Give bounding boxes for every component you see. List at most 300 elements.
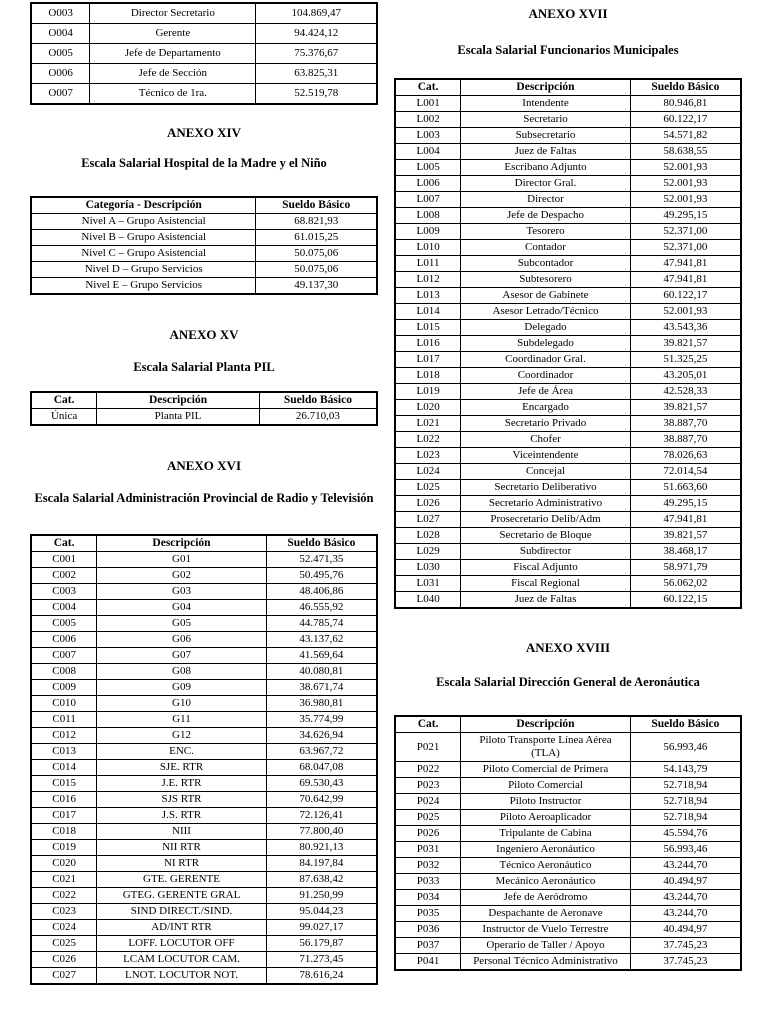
- table-cell: Fiscal Adjunto: [461, 560, 631, 576]
- table-cell: 87.638,42: [266, 872, 377, 888]
- header-row: [395, 79, 741, 96]
- table-row: [395, 954, 741, 971]
- table-cell: P034: [395, 890, 461, 906]
- table-cell: 37.745,23: [630, 938, 741, 954]
- table-cell: L013: [395, 288, 461, 304]
- table-row: [395, 480, 741, 496]
- table-cell: 36.980,81: [266, 696, 377, 712]
- table-row: [31, 840, 377, 856]
- table-cell: C025: [31, 936, 97, 952]
- table-cell: 70.642,99: [266, 792, 377, 808]
- table-row: [395, 496, 741, 512]
- table-row: [31, 920, 377, 936]
- table-cell: 72.126,41: [266, 808, 377, 824]
- table-cell: C022: [31, 888, 97, 904]
- table-cell: O004: [31, 24, 90, 44]
- table-cell: Subtesorero: [461, 272, 631, 288]
- table-cell: 37.745,23: [630, 954, 741, 971]
- table-cell: C024: [31, 920, 97, 936]
- table-row: [31, 64, 377, 84]
- table-cell: 52.001,93: [630, 176, 741, 192]
- table-cell: C007: [31, 648, 97, 664]
- table-cell: 38.887,70: [630, 416, 741, 432]
- table-cell: 56.062,02: [630, 576, 741, 592]
- table-cell: C005: [31, 616, 97, 632]
- table-cell: 68.047,08: [266, 760, 377, 776]
- table-cell: G11: [97, 712, 267, 728]
- anexo-xv-title: Escala Salarial Planta PIL: [133, 360, 275, 374]
- table-cell: SIND DIRECT./SIND.: [97, 904, 267, 920]
- table-cell: Piloto Instructor: [461, 794, 631, 810]
- table-cell: 39.821,57: [630, 528, 741, 544]
- table-cell: L028: [395, 528, 461, 544]
- table-cell: 52.001,93: [630, 304, 741, 320]
- table-cell: 51.663,60: [630, 480, 741, 496]
- table-cell: C011: [31, 712, 97, 728]
- table-cell: 47.941,81: [630, 272, 741, 288]
- table-cell: 78.026,63: [630, 448, 741, 464]
- table-cell: P024: [395, 794, 461, 810]
- table-cell: Secretario: [461, 112, 631, 128]
- table-cell: C006: [31, 632, 97, 648]
- table-row: [31, 409, 377, 426]
- table-cell: G08: [97, 664, 267, 680]
- table-cell: C001: [31, 552, 97, 568]
- table-cell: Delegado: [461, 320, 631, 336]
- column-header: Categoría - Descripción: [31, 197, 256, 214]
- table-row: [395, 112, 741, 128]
- table-cell: P021: [395, 733, 461, 762]
- table-cell: NIII: [97, 824, 267, 840]
- table-cell: Técnico Aeronáutico: [461, 858, 631, 874]
- header-row: [395, 716, 741, 733]
- table-cell: 43.205,01: [630, 368, 741, 384]
- table-cell: 50.075,06: [256, 262, 377, 278]
- table-row: [31, 792, 377, 808]
- table-row: [31, 246, 377, 262]
- table-cell: C023: [31, 904, 97, 920]
- table-cell: Encargado: [461, 400, 631, 416]
- table-row: [395, 560, 741, 576]
- table-cell: 38.887,70: [630, 432, 741, 448]
- table-row: [395, 160, 741, 176]
- table-cell: C013: [31, 744, 97, 760]
- table-cell: 38.468,17: [630, 544, 741, 560]
- table-cell: 47.941,81: [630, 512, 741, 528]
- table-cell: Secretario Privado: [461, 416, 631, 432]
- table-cell: C016: [31, 792, 97, 808]
- table-cell: L006: [395, 176, 461, 192]
- table-cell: 43.137,62: [266, 632, 377, 648]
- table-cell: G06: [97, 632, 267, 648]
- table-cell: P023: [395, 778, 461, 794]
- table-cell: 52.001,93: [630, 160, 741, 176]
- table-cell: C017: [31, 808, 97, 824]
- table-cell: L018: [395, 368, 461, 384]
- table-cell: P031: [395, 842, 461, 858]
- table-cell: L014: [395, 304, 461, 320]
- table-cell: G01: [97, 552, 267, 568]
- column-header: Cat.: [395, 79, 461, 96]
- table-cell: 44.785,74: [266, 616, 377, 632]
- continuation-salary-table: [30, 2, 378, 105]
- table-cell: P035: [395, 906, 461, 922]
- table-cell: 40.494,97: [630, 874, 741, 890]
- table-cell: L012: [395, 272, 461, 288]
- table-cell: 50.495,76: [266, 568, 377, 584]
- table-cell: 58.971,79: [630, 560, 741, 576]
- table-cell: 52.519,78: [256, 84, 377, 105]
- column-header: Descripción: [97, 392, 260, 409]
- table-cell: G04: [97, 600, 267, 616]
- table-row: [31, 84, 377, 105]
- table-cell: 50.075,06: [256, 246, 377, 262]
- anexo-xvi-heading: ANEXO XVI: [166, 458, 242, 473]
- table-row: [395, 368, 741, 384]
- table-cell: Jefe de Sección: [90, 64, 256, 84]
- table-cell: 58.638,55: [630, 144, 741, 160]
- table-row: [395, 224, 741, 240]
- table-cell: 60.122,15: [630, 592, 741, 609]
- table-cell: 52.718,94: [630, 810, 741, 826]
- table-cell: 54.571,82: [630, 128, 741, 144]
- table-cell: L026: [395, 496, 461, 512]
- table-cell: 43.244,70: [630, 858, 741, 874]
- table-cell: L023: [395, 448, 461, 464]
- table-cell: Director Secretario: [90, 3, 256, 24]
- table-row: [31, 278, 377, 295]
- column-header: Sueldo Básico: [259, 392, 377, 409]
- header-row: [31, 535, 377, 552]
- table-row: [395, 272, 741, 288]
- table-cell: 56.179,87: [266, 936, 377, 952]
- table-cell: 43.543,36: [630, 320, 741, 336]
- table-cell: C010: [31, 696, 97, 712]
- table-row: [31, 760, 377, 776]
- table-row: [31, 904, 377, 920]
- table-cell: 56.993,46: [630, 733, 741, 762]
- anexo-xv-heading: ANEXO XV: [169, 327, 239, 342]
- table-cell: P032: [395, 858, 461, 874]
- table-cell: 38.671,74: [266, 680, 377, 696]
- table-cell: Personal Técnico Administrativo: [461, 954, 631, 971]
- table-cell: Asesor Letrado/Técnico: [461, 304, 631, 320]
- table-row: [395, 336, 741, 352]
- table-cell: 77.800,40: [266, 824, 377, 840]
- column-header: Cat.: [31, 535, 97, 552]
- table-cell: 60.122,17: [630, 288, 741, 304]
- table-cell: Nivel A – Grupo Asistencial: [31, 214, 256, 230]
- table-cell: 91.250,99: [266, 888, 377, 904]
- table-cell: Piloto Comercial de Primera: [461, 762, 631, 778]
- table-row: [31, 600, 377, 616]
- table-cell: Coordinador: [461, 368, 631, 384]
- table-cell: P025: [395, 810, 461, 826]
- table-cell: 41.569,64: [266, 648, 377, 664]
- table-cell: Única: [31, 409, 97, 426]
- table-cell: LCAM LOCUTOR CAM.: [97, 952, 267, 968]
- table-cell: O003: [31, 3, 90, 24]
- table-cell: L015: [395, 320, 461, 336]
- anexo-xvii-salary-table: [394, 78, 742, 609]
- table-row: [31, 680, 377, 696]
- column-header: Cat.: [395, 716, 461, 733]
- table-cell: NI RTR: [97, 856, 267, 872]
- table-cell: 61.015,25: [256, 230, 377, 246]
- table-row: [395, 778, 741, 794]
- table-cell: Ingeniero Aeronáutico: [461, 842, 631, 858]
- table-cell: L002: [395, 112, 461, 128]
- table-row: [31, 808, 377, 824]
- header-row: [31, 392, 377, 409]
- table-cell: 104.869,47: [256, 3, 377, 24]
- table-cell: Fiscal Regional: [461, 576, 631, 592]
- table-row: [31, 3, 377, 24]
- table-row: [31, 44, 377, 64]
- table-row: [31, 262, 377, 278]
- table-row: [31, 728, 377, 744]
- table-cell: 52.001,93: [630, 192, 741, 208]
- table-cell: L009: [395, 224, 461, 240]
- table-row: [395, 288, 741, 304]
- table-cell: G10: [97, 696, 267, 712]
- table-cell: L031: [395, 576, 461, 592]
- table-cell: C021: [31, 872, 97, 888]
- table-cell: O005: [31, 44, 90, 64]
- table-cell: Prosecretario Delib/Adm: [461, 512, 631, 528]
- table-row: [395, 256, 741, 272]
- table-cell: Nivel C – Grupo Asistencial: [31, 246, 256, 262]
- table-cell: 46.555,92: [266, 600, 377, 616]
- table-row: [31, 968, 377, 985]
- table-cell: Nivel D – Grupo Servicios: [31, 262, 256, 278]
- table-row: [31, 214, 377, 230]
- column-header: Descripción: [461, 716, 631, 733]
- table-row: [395, 733, 741, 762]
- table-cell: Contador: [461, 240, 631, 256]
- table-cell: 39.821,57: [630, 336, 741, 352]
- table-row: [395, 922, 741, 938]
- table-cell: L025: [395, 480, 461, 496]
- column-header: Descripción: [461, 79, 631, 96]
- table-row: [395, 544, 741, 560]
- table-cell: L029: [395, 544, 461, 560]
- table-row: [395, 576, 741, 592]
- table-cell: L004: [395, 144, 461, 160]
- table-row: [395, 794, 741, 810]
- table-row: [395, 96, 741, 112]
- table-cell: Piloto Aeroaplicador: [461, 810, 631, 826]
- table-row: [395, 826, 741, 842]
- anexo-xvii-title: Escala Salarial Funcionarios Municipales: [457, 43, 679, 57]
- table-cell: Subdelegado: [461, 336, 631, 352]
- table-cell: Viceintendente: [461, 448, 631, 464]
- table-cell: Jefe de Departamento: [90, 44, 256, 64]
- table-cell: L020: [395, 400, 461, 416]
- anexo-xiv-title: Escala Salarial Hospital de la Madre y el Niño: [81, 156, 327, 170]
- table-cell: Jefe de Área: [461, 384, 631, 400]
- table-cell: 80.946,81: [630, 96, 741, 112]
- table-cell: 26.710,03: [259, 409, 377, 426]
- table-cell: L007: [395, 192, 461, 208]
- table-cell: 94.424,12: [256, 24, 377, 44]
- table-cell: G07: [97, 648, 267, 664]
- table-cell: 71.273,45: [266, 952, 377, 968]
- table-cell: Concejal: [461, 464, 631, 480]
- column-header: Descripción: [97, 535, 267, 552]
- table-cell: 68.821,93: [256, 214, 377, 230]
- anexo-xviii-heading: ANEXO XVIII: [525, 640, 611, 655]
- table-cell: 56.993,46: [630, 842, 741, 858]
- table-cell: 51.325,25: [630, 352, 741, 368]
- table-cell: G03: [97, 584, 267, 600]
- table-row: [395, 128, 741, 144]
- table-row: [31, 952, 377, 968]
- table-cell: 39.821,57: [630, 400, 741, 416]
- table-cell: ENC.: [97, 744, 267, 760]
- column-header: Sueldo Básico: [266, 535, 377, 552]
- table-row: [31, 616, 377, 632]
- table-cell: L011: [395, 256, 461, 272]
- table-cell: Chofer: [461, 432, 631, 448]
- table-cell: 34.626,94: [266, 728, 377, 744]
- column-header: Cat.: [31, 392, 97, 409]
- table-row: [395, 890, 741, 906]
- table-cell: Nivel E – Grupo Servicios: [31, 278, 256, 295]
- table-row: [31, 712, 377, 728]
- table-row: [395, 176, 741, 192]
- anexo-xiv-salary-table: [30, 196, 378, 295]
- table-cell: AD/INT RTR: [97, 920, 267, 936]
- anexo-xvi-salary-table: [30, 534, 378, 985]
- table-cell: 52.371,00: [630, 224, 741, 240]
- table-cell: Secretario Administrativo: [461, 496, 631, 512]
- table-row: [395, 810, 741, 826]
- table-cell: C018: [31, 824, 97, 840]
- table-cell: Intendente: [461, 96, 631, 112]
- table-row: [395, 842, 741, 858]
- table-cell: L005: [395, 160, 461, 176]
- table-row: [395, 144, 741, 160]
- table-cell: L022: [395, 432, 461, 448]
- column-header: Sueldo Básico: [630, 79, 741, 96]
- table-cell: Subcontador: [461, 256, 631, 272]
- anexo-xv-salary-table: [30, 391, 378, 426]
- table-row: [31, 552, 377, 568]
- table-row: [395, 874, 741, 890]
- table-row: [395, 448, 741, 464]
- table-row: [395, 762, 741, 778]
- table-cell: 63.825,31: [256, 64, 377, 84]
- table-cell: 52.718,94: [630, 778, 741, 794]
- table-cell: G02: [97, 568, 267, 584]
- table-row: [31, 664, 377, 680]
- table-cell: L021: [395, 416, 461, 432]
- table-cell: L010: [395, 240, 461, 256]
- table-cell: Subsecretario: [461, 128, 631, 144]
- table-cell: P041: [395, 954, 461, 971]
- anexo-xvii-heading: ANEXO XVII: [528, 6, 608, 21]
- table-cell: Tripulante de Cabina: [461, 826, 631, 842]
- table-cell: Secretario de Bloque: [461, 528, 631, 544]
- table-cell: 35.774,99: [266, 712, 377, 728]
- anexo-xiv-heading: ANEXO XIV: [166, 125, 242, 140]
- anexo-xviii-salary-table: [394, 715, 742, 971]
- table-cell: 49.295,15: [630, 496, 741, 512]
- table-cell: P036: [395, 922, 461, 938]
- table-cell: C014: [31, 760, 97, 776]
- table-cell: 43.244,70: [630, 890, 741, 906]
- table-cell: Tesorero: [461, 224, 631, 240]
- table-row: [395, 208, 741, 224]
- table-cell: J.S. RTR: [97, 808, 267, 824]
- table-cell: C004: [31, 600, 97, 616]
- table-row: [31, 696, 377, 712]
- table-cell: 48.406,86: [266, 584, 377, 600]
- table-cell: 99.027,17: [266, 920, 377, 936]
- table-row: [31, 936, 377, 952]
- table-row: [31, 888, 377, 904]
- table-cell: O007: [31, 84, 90, 105]
- anexo-xvi-title: Escala Salarial Administración Provincial de Radio y Televisión: [34, 491, 374, 505]
- table-cell: P037: [395, 938, 461, 954]
- table-cell: 47.941,81: [630, 256, 741, 272]
- table-cell: Jefe de Despacho: [461, 208, 631, 224]
- table-cell: C009: [31, 680, 97, 696]
- table-cell: L003: [395, 128, 461, 144]
- table-cell: 52.718,94: [630, 794, 741, 810]
- table-cell: Jefe de Aeródromo: [461, 890, 631, 906]
- table-cell: P026: [395, 826, 461, 842]
- column-header: Sueldo Básico: [630, 716, 741, 733]
- table-row: [31, 824, 377, 840]
- table-cell: L027: [395, 512, 461, 528]
- table-cell: Juez de Faltas: [461, 592, 631, 609]
- table-cell: Mecánico Aeronáutico: [461, 874, 631, 890]
- table-row: [395, 400, 741, 416]
- table-cell: Planta PIL: [97, 409, 260, 426]
- table-cell: 40.080,81: [266, 664, 377, 680]
- table-cell: 52.371,00: [630, 240, 741, 256]
- table-cell: L030: [395, 560, 461, 576]
- table-row: [395, 304, 741, 320]
- table-cell: Secretario Deliberativo: [461, 480, 631, 496]
- table-row: [395, 352, 741, 368]
- right-column: [394, 0, 742, 971]
- table-row: [395, 384, 741, 400]
- left-column: [30, 0, 378, 985]
- table-cell: Escribano Adjunto: [461, 160, 631, 176]
- table-cell: Instructor de Vuelo Terrestre: [461, 922, 631, 938]
- table-row: [395, 192, 741, 208]
- table-row: [31, 744, 377, 760]
- table-row: [395, 528, 741, 544]
- table-row: [31, 24, 377, 44]
- table-cell: 60.122,17: [630, 112, 741, 128]
- table-cell: Director Gral.: [461, 176, 631, 192]
- table-cell: C002: [31, 568, 97, 584]
- table-cell: L001: [395, 96, 461, 112]
- table-cell: 49.137,30: [256, 278, 377, 295]
- table-cell: P022: [395, 762, 461, 778]
- table-cell: O006: [31, 64, 90, 84]
- table-cell: 40.494,97: [630, 922, 741, 938]
- table-cell: 72.014,54: [630, 464, 741, 480]
- header-row: [31, 197, 377, 214]
- table-cell: G05: [97, 616, 267, 632]
- table-cell: C003: [31, 584, 97, 600]
- table-cell: C008: [31, 664, 97, 680]
